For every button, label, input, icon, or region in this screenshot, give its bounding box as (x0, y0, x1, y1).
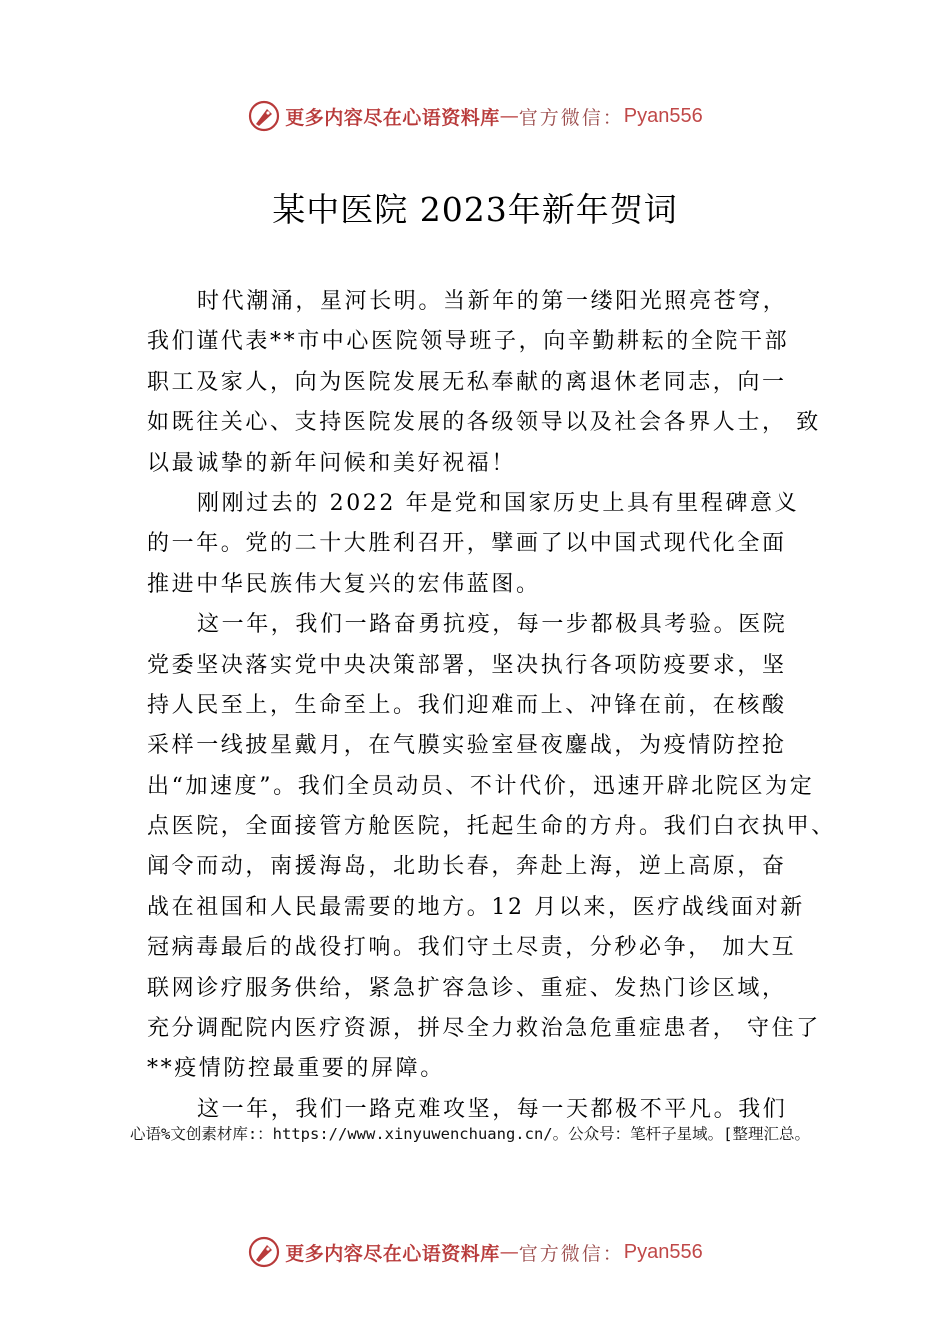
paragraph-line: 联网诊疗服务供给，紧急扩容急诊、重症、发热门诊区域， (147, 975, 787, 1001)
banner-wechat-label: 官方微信： (518, 1242, 624, 1265)
banner-wechat-label: 官方微信： (518, 106, 624, 129)
paragraph-line: 如既往关心、支持医院发展的各级领导以及社会各界人士， 致 (147, 410, 821, 436)
paragraph-line: 出“加速度”。我们全员动员、不计代价，迅速开辟北院区为定 (147, 773, 815, 799)
paragraph-line: 冠病毒最后的战役打响。我们守土尽责，分秒必争， 加大互 (147, 935, 797, 961)
paragraph-line: 的一年。党的二十大胜利召开，擘画了以中国式现代化全面 (147, 531, 787, 557)
banner-main-text: 更多内容尽在心语资料库 (285, 1242, 500, 1265)
paragraph-line: 充分调配院内医疗资源，拼尽全力救治急危重症患者， 守住了 (147, 1016, 821, 1042)
paragraph-line: 以最诚挚的新年问候和美好祝福！ (147, 450, 517, 476)
paragraph-line: 持人民至上，生命至上。我们迎难而上、冲锋在前，在核酸 (147, 692, 787, 718)
paragraph-line: 这一年，我们一路奋勇抗疫，每一步都极具考验。医院 (197, 612, 788, 638)
pen-nib-logo-icon (247, 99, 281, 133)
paragraph-line: 采样一线披星戴月，在气膜实验室昼夜鏖战，为疫情防控抢 (147, 733, 787, 759)
paragraph-line: 刚刚过去的 2022 年是党和国家历史上具有里程碑意义 (197, 490, 800, 516)
paragraph-line: 时代潮涌，星河长明。当新年的第一缕阳光照亮苍穹， (197, 289, 788, 314)
header-banner (0, 96, 950, 136)
footer-banner (0, 1232, 950, 1272)
document-body (147, 282, 836, 1130)
pen-nib-logo-icon (247, 1235, 281, 1269)
paragraph-line: 推进中华民族伟大复兴的宏伟蓝图。 (147, 571, 541, 597)
paragraph-line: 这一年，我们一路克难攻坚，每一天都极不平凡。我们 (197, 1096, 788, 1122)
paragraph-line: 战在祖国和人民最需要的地方。12 月以来，医疗战线面对新 (147, 894, 805, 920)
paragraph-line: 职工及家人，向为医院发展无私奉献的离退休老同志，向一 (147, 369, 787, 395)
paragraph-line: 我们谨代表**市中心医院领导班子，向辛勤耕耘的全院干部 (147, 329, 790, 355)
banner-main-text: 更多内容尽在心语资料库 (285, 106, 500, 129)
paragraph-line: 闻令而动，南援海岛，北助长春，奔赴上海，逆上高原，奋 (147, 854, 787, 880)
paragraph-line: 点医院，全面接管方舱医院，托起生命的方舟。我们白衣执甲、 (147, 814, 836, 840)
banner-wechat-id: Pyan556 (623, 1240, 703, 1263)
source-line: 心语%文创素材库:：https://www.xinyuwenchuang.cn/。公众号：笔杆子星域。[整理汇总。 (130, 1125, 810, 1143)
document-title: 某中医院 2023年新年贺词 (272, 190, 678, 229)
banner-separator: — (499, 1241, 519, 1263)
banner-separator: — (499, 105, 519, 127)
paragraph-line: **疫情防控最重要的屏障。 (147, 1056, 445, 1082)
banner-wechat-id: Pyan556 (623, 104, 703, 127)
paragraph-line: 党委坚决落实党中央决策部署，坚决执行各项防疫要求，坚 (147, 652, 787, 678)
